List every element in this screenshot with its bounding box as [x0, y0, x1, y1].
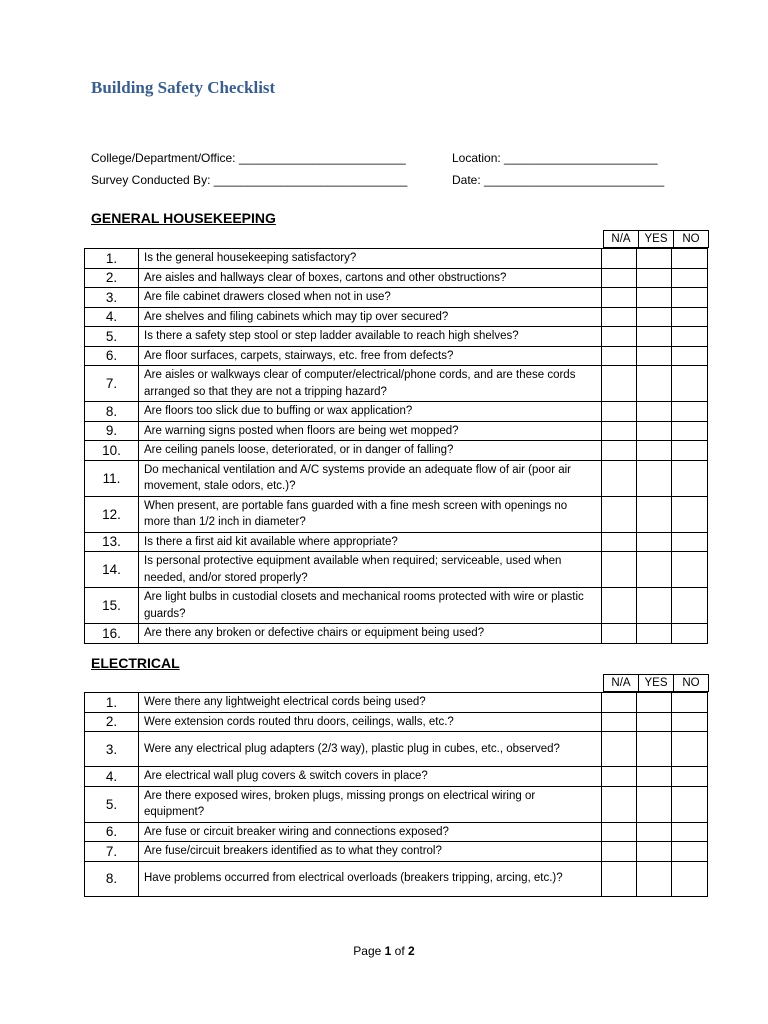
checkbox-no[interactable]: [672, 786, 708, 822]
table-row: [85, 460, 708, 496]
footer-middle: of: [391, 944, 409, 958]
checkbox-na[interactable]: [602, 460, 637, 496]
section-heading-electrical: ELECTRICAL: [91, 655, 180, 671]
table-row: [85, 366, 708, 402]
checklist-table-general-housekeeping: [84, 248, 708, 644]
column-na: N/A: [604, 675, 639, 692]
section-heading-general-housekeeping: GENERAL HOUSEKEEPING: [91, 210, 276, 226]
checkbox-no[interactable]: [672, 307, 708, 327]
checkbox-no[interactable]: [672, 822, 708, 842]
table-row: [85, 624, 708, 644]
item-question: Were there any lightweight electrical cords being used?: [139, 693, 602, 713]
checkbox-yes[interactable]: [637, 496, 672, 532]
checkbox-yes[interactable]: [637, 441, 672, 461]
checkbox-no[interactable]: [672, 693, 708, 713]
checkbox-no[interactable]: [672, 842, 708, 862]
college-field[interactable]: College/Department/Office: _________________________: [91, 151, 406, 165]
item-question: Are warning signs posted when floors are being wet mopped?: [139, 421, 602, 441]
checkbox-no[interactable]: [672, 460, 708, 496]
item-question: Are shelves and filing cabinets which may tip over secured?: [139, 307, 602, 327]
table-row: [85, 822, 708, 842]
item-number: 12.: [85, 496, 139, 532]
table-row: [85, 552, 708, 588]
column-header-electrical: [603, 674, 709, 692]
checkbox-yes[interactable]: [637, 693, 672, 713]
item-question: Is personal protective equipment available when required; serviceable, used when needed, and/or stored properly?: [139, 552, 602, 588]
table-row: [85, 441, 708, 461]
item-question: When present, are portable fans guarded with a fine mesh screen with openings no more than 1/2 inch in diameter?: [139, 496, 602, 532]
page-footer: [0, 944, 768, 958]
item-number: 4.: [85, 307, 139, 327]
item-number: 2.: [85, 268, 139, 288]
checkbox-no[interactable]: [672, 249, 708, 269]
checkbox-yes[interactable]: [637, 822, 672, 842]
checkbox-na[interactable]: [602, 588, 637, 624]
checkbox-no[interactable]: [672, 402, 708, 422]
item-number: 4.: [85, 767, 139, 787]
item-question: Are fuse/circuit breakers identified as to what they control?: [139, 842, 602, 862]
table-row: [85, 421, 708, 441]
checkbox-yes[interactable]: [637, 712, 672, 732]
item-question: Do mechanical ventilation and A/C systems provide an adequate flow of air (poor air movement, stale odors, etc.)?: [139, 460, 602, 496]
item-question: Is there a first aid kit available where appropriate?: [139, 532, 602, 552]
checkbox-no[interactable]: [672, 366, 708, 402]
checkbox-na[interactable]: [602, 288, 637, 308]
column-yes: YES: [639, 231, 674, 248]
item-number: 8.: [85, 402, 139, 422]
table-row: [85, 732, 708, 767]
checkbox-yes[interactable]: [637, 307, 672, 327]
checkbox-yes[interactable]: [637, 327, 672, 347]
item-question: Are floor surfaces, carpets, stairways, etc. free from defects?: [139, 346, 602, 366]
item-question: Are electrical wall plug covers & switch covers in place?: [139, 767, 602, 787]
item-number: 5.: [85, 786, 139, 822]
checkbox-na[interactable]: [602, 249, 637, 269]
checkbox-na[interactable]: [602, 532, 637, 552]
checkbox-no[interactable]: [672, 346, 708, 366]
checkbox-na[interactable]: [602, 861, 637, 896]
checkbox-yes[interactable]: [637, 402, 672, 422]
checkbox-na[interactable]: [602, 712, 637, 732]
checkbox-yes[interactable]: [637, 268, 672, 288]
item-number: 9.: [85, 421, 139, 441]
item-number: 14.: [85, 552, 139, 588]
checkbox-no[interactable]: [672, 421, 708, 441]
checkbox-no[interactable]: [672, 552, 708, 588]
table-row: [85, 402, 708, 422]
checkbox-yes[interactable]: [637, 732, 672, 767]
checkbox-na[interactable]: [602, 496, 637, 532]
checkbox-na[interactable]: [602, 307, 637, 327]
checkbox-yes[interactable]: [637, 366, 672, 402]
item-question: Is there a safety step stool or step ladder available to reach high shelves?: [139, 327, 602, 347]
table-row: [85, 346, 708, 366]
checkbox-no[interactable]: [672, 496, 708, 532]
checkbox-no[interactable]: [672, 712, 708, 732]
checkbox-yes[interactable]: [637, 288, 672, 308]
column-na: N/A: [604, 231, 639, 248]
item-number: 16.: [85, 624, 139, 644]
item-number: 7.: [85, 366, 139, 402]
checkbox-no[interactable]: [672, 624, 708, 644]
table-row: [85, 268, 708, 288]
item-number: 13.: [85, 532, 139, 552]
item-number: 1.: [85, 693, 139, 713]
item-question: Are ceiling panels loose, deteriorated, or in danger of falling?: [139, 441, 602, 461]
table-row: [85, 496, 708, 532]
column-no: NO: [674, 231, 709, 248]
checkbox-na[interactable]: [602, 732, 637, 767]
table-row: [85, 288, 708, 308]
table-row: [85, 861, 708, 896]
page-title: Building Safety Checklist: [91, 78, 276, 97]
checkbox-na[interactable]: [602, 268, 637, 288]
footer-current-page: 1: [384, 944, 392, 958]
item-number: 5.: [85, 327, 139, 347]
item-question: Are fuse or circuit breaker wiring and connections exposed?: [139, 822, 602, 842]
item-question: Are light bulbs in custodial closets and mechanical rooms protected with wire or plastic guards?: [139, 588, 602, 624]
table-row: [85, 588, 708, 624]
item-question: Are floors too slick due to buffing or wax application?: [139, 402, 602, 422]
checkbox-no[interactable]: [672, 288, 708, 308]
checkbox-yes[interactable]: [637, 624, 672, 644]
checkbox-no[interactable]: [672, 327, 708, 347]
checkbox-na[interactable]: [602, 402, 637, 422]
item-question: Were extension cords routed thru doors, ceilings, walls, etc.?: [139, 712, 602, 732]
item-question: Are aisles and hallways clear of boxes, cartons and other obstructions?: [139, 268, 602, 288]
checkbox-no[interactable]: [672, 767, 708, 787]
footer-prefix: Page: [353, 944, 385, 958]
table-row: [85, 712, 708, 732]
item-number: 7.: [85, 842, 139, 862]
checkbox-yes[interactable]: [637, 861, 672, 896]
checkbox-yes[interactable]: [637, 346, 672, 366]
checkbox-na[interactable]: [602, 786, 637, 822]
item-question: Is the general housekeeping satisfactory?: [139, 249, 602, 269]
item-number: 11.: [85, 460, 139, 496]
checkbox-no[interactable]: [672, 532, 708, 552]
checkbox-na[interactable]: [602, 441, 637, 461]
checkbox-yes[interactable]: [637, 767, 672, 787]
checkbox-yes[interactable]: [637, 460, 672, 496]
table-row: [85, 307, 708, 327]
footer-total-pages: 2: [408, 944, 415, 958]
checkbox-yes[interactable]: [637, 588, 672, 624]
checkbox-na[interactable]: [602, 624, 637, 644]
checkbox-yes[interactable]: [637, 532, 672, 552]
checkbox-na[interactable]: [602, 822, 637, 842]
checkbox-yes[interactable]: [637, 552, 672, 588]
item-number: 15.: [85, 588, 139, 624]
checkbox-na[interactable]: [602, 366, 637, 402]
table-row: [85, 767, 708, 787]
column-header-general: [603, 230, 709, 248]
table-row: [85, 249, 708, 269]
checkbox-na[interactable]: [602, 693, 637, 713]
checkbox-no[interactable]: [672, 441, 708, 461]
item-question: Were any electrical plug adapters (2/3 way), plastic plug in cubes, etc., observed?: [139, 732, 602, 767]
item-number: 6.: [85, 822, 139, 842]
checkbox-yes[interactable]: [637, 249, 672, 269]
item-number: 6.: [85, 346, 139, 366]
item-number: 10.: [85, 441, 139, 461]
checkbox-no[interactable]: [672, 861, 708, 896]
table-row: [85, 532, 708, 552]
item-question: Have problems occurred from electrical overloads (breakers tripping, arcing, etc.)?: [139, 861, 602, 896]
table-row: [85, 693, 708, 713]
checkbox-no[interactable]: [672, 588, 708, 624]
checkbox-na[interactable]: [602, 327, 637, 347]
item-question: Are there any broken or defective chairs or equipment being used?: [139, 624, 602, 644]
checkbox-na[interactable]: [602, 767, 637, 787]
checkbox-na[interactable]: [602, 552, 637, 588]
item-question: Are file cabinet drawers closed when not in use?: [139, 288, 602, 308]
item-number: 8.: [85, 861, 139, 896]
checkbox-yes[interactable]: [637, 842, 672, 862]
checkbox-no[interactable]: [672, 732, 708, 767]
checkbox-na[interactable]: [602, 346, 637, 366]
checkbox-yes[interactable]: [637, 786, 672, 822]
item-question: Are aisles or walkways clear of computer/electrical/phone cords, and are these cords arranged so that they are not a tripping hazard?: [139, 366, 602, 402]
survey-conducted-field[interactable]: Survey Conducted By: _____________________________: [91, 173, 408, 187]
table-row: [85, 786, 708, 822]
checkbox-yes[interactable]: [637, 421, 672, 441]
item-number: 3.: [85, 288, 139, 308]
checkbox-na[interactable]: [602, 842, 637, 862]
item-number: 2.: [85, 712, 139, 732]
checklist-table-electrical: [84, 692, 708, 897]
table-row: [85, 327, 708, 347]
column-yes: YES: [639, 675, 674, 692]
checkbox-no[interactable]: [672, 268, 708, 288]
date-field[interactable]: Date: ___________________________: [452, 173, 665, 187]
location-field[interactable]: Location: _______________________: [452, 151, 658, 165]
item-question: Are there exposed wires, broken plugs, missing prongs on electrical wiring or equipment?: [139, 786, 602, 822]
checkbox-na[interactable]: [602, 421, 637, 441]
column-no: NO: [674, 675, 709, 692]
table-row: [85, 842, 708, 862]
item-number: 1.: [85, 249, 139, 269]
item-number: 3.: [85, 732, 139, 767]
